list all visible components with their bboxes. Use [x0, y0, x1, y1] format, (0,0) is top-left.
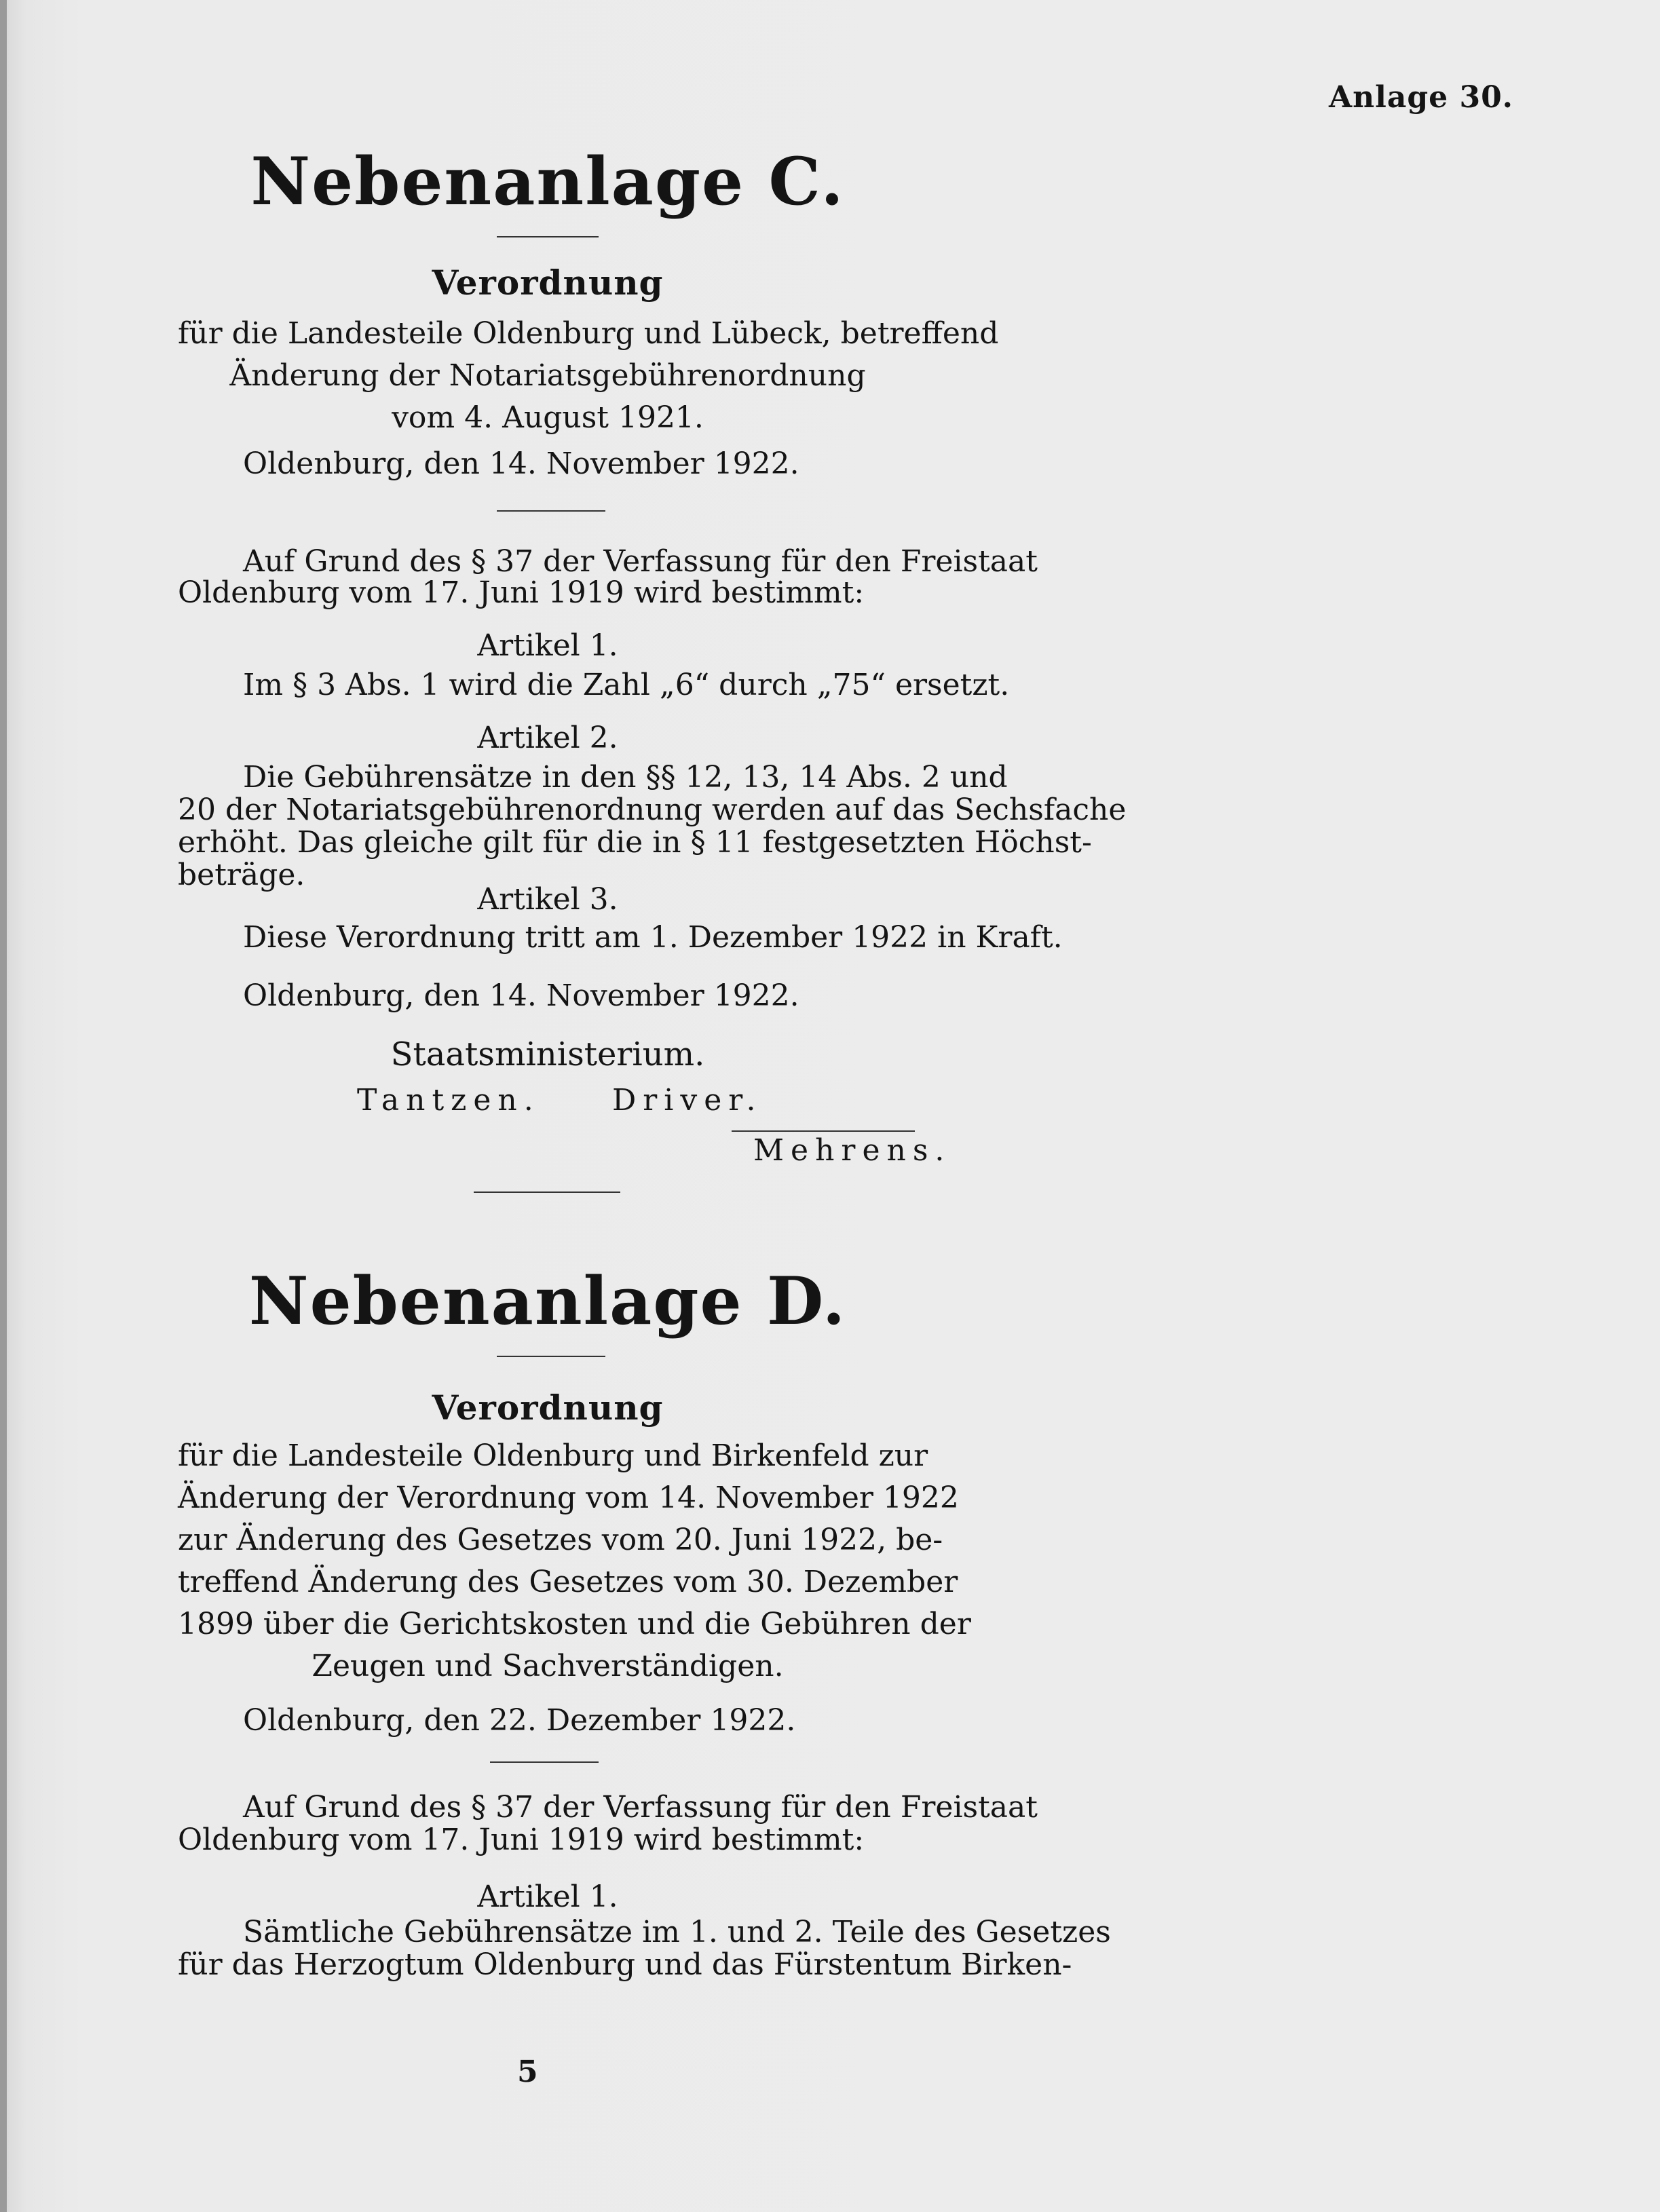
article-text: Diese Verordnung tritt am 1. Dezember 1922 in Kraft. — [243, 920, 1063, 955]
divider — [497, 1356, 605, 1357]
article-text-line: Die Gebührensätze in den §§ 12, 13, 14 Abs. 2 und — [243, 760, 1008, 795]
article-text-line: Sämtliche Gebührensätze im 1. und 2. Teile des Gesetzes — [243, 1915, 1111, 1949]
article-text: Im § 3 Abs. 1 wird die Zahl „6“ durch „75“ ersetzt. — [243, 668, 1010, 702]
section-d-title: Nebenanlage D. — [248, 1263, 847, 1339]
section-d-subtitle-line: zur Änderung des Gesetzes vom 20. Juni 1922, be- — [178, 1523, 943, 1557]
article-text-line: 20 der Notariatsgebührenordnung werden auf das Sechsfache — [178, 793, 1127, 827]
section-divider — [474, 1191, 620, 1193]
page-number: 5 — [517, 2055, 538, 2089]
signatory: Driver. — [612, 1083, 763, 1118]
section-c-date-line: Oldenburg, den 14. November 1922. — [243, 446, 799, 481]
section-c-title: Nebenanlage C. — [250, 143, 845, 220]
divider — [497, 236, 599, 237]
section-c-subtitle-line: vom 4. August 1921. — [392, 400, 704, 435]
signature-rule — [732, 1130, 915, 1132]
section-c-preamble-line: Auf Grund des § 37 der Verfassung für den Freistaat — [243, 544, 1038, 579]
divider — [490, 1761, 599, 1763]
countersignature: Mehrens. — [753, 1133, 951, 1168]
section-c-subtitle-line: Änderung der Notariatsgebührenordnung — [229, 358, 866, 393]
section-d-date-line: Oldenburg, den 22. Dezember 1922. — [243, 1703, 796, 1738]
article-text-line: erhöht. Das gleiche gilt für die in § 11 festgesetzten Höchst- — [178, 825, 1092, 860]
article-heading: Artikel 2. — [477, 721, 618, 755]
section-d-subtitle-line: Änderung der Verordnung vom 14. November 1922 — [178, 1481, 959, 1515]
section-d-subtitle-line: Zeugen und Sachverständigen. — [312, 1649, 784, 1683]
section-d-preamble-line: Auf Grund des § 37 der Verfassung für den Freistaat — [243, 1790, 1038, 1825]
closing-date: Oldenburg, den 14. November 1922. — [243, 978, 799, 1013]
authority: Staatsministerium. — [390, 1035, 705, 1073]
section-d-subtitle-line: treffend Änderung des Gesetzes vom 30. Dezember — [178, 1565, 958, 1599]
article-text-line: beträge. — [178, 858, 305, 892]
article-text-line: für das Herzogtum Oldenburg und das Fürstentum Birken- — [178, 1947, 1072, 1982]
binding-edge — [0, 0, 7, 2212]
article-heading: Artikel 1. — [477, 1880, 618, 1914]
divider — [497, 510, 605, 512]
section-d-heading: Verordnung — [432, 1388, 664, 1428]
annex-number: Anlage 30. — [1329, 80, 1513, 115]
section-c-heading: Verordnung — [432, 263, 664, 303]
section-d-preamble-line: Oldenburg vom 17. Juni 1919 wird bestimmt: — [178, 1823, 865, 1857]
section-c-preamble-line: Oldenburg vom 17. Juni 1919 wird bestimmt: — [178, 575, 865, 610]
section-d-subtitle-line: für die Landesteile Oldenburg und Birkenfeld zur — [178, 1438, 928, 1473]
section-d-subtitle-line: 1899 über die Gerichtskosten und die Gebühren der — [178, 1607, 971, 1641]
article-heading: Artikel 1. — [477, 628, 618, 663]
signatory: Tantzen. — [357, 1083, 540, 1118]
section-c-subtitle-line: für die Landesteile Oldenburg und Lübeck, betreffend — [178, 316, 999, 351]
article-heading: Artikel 3. — [477, 882, 618, 917]
